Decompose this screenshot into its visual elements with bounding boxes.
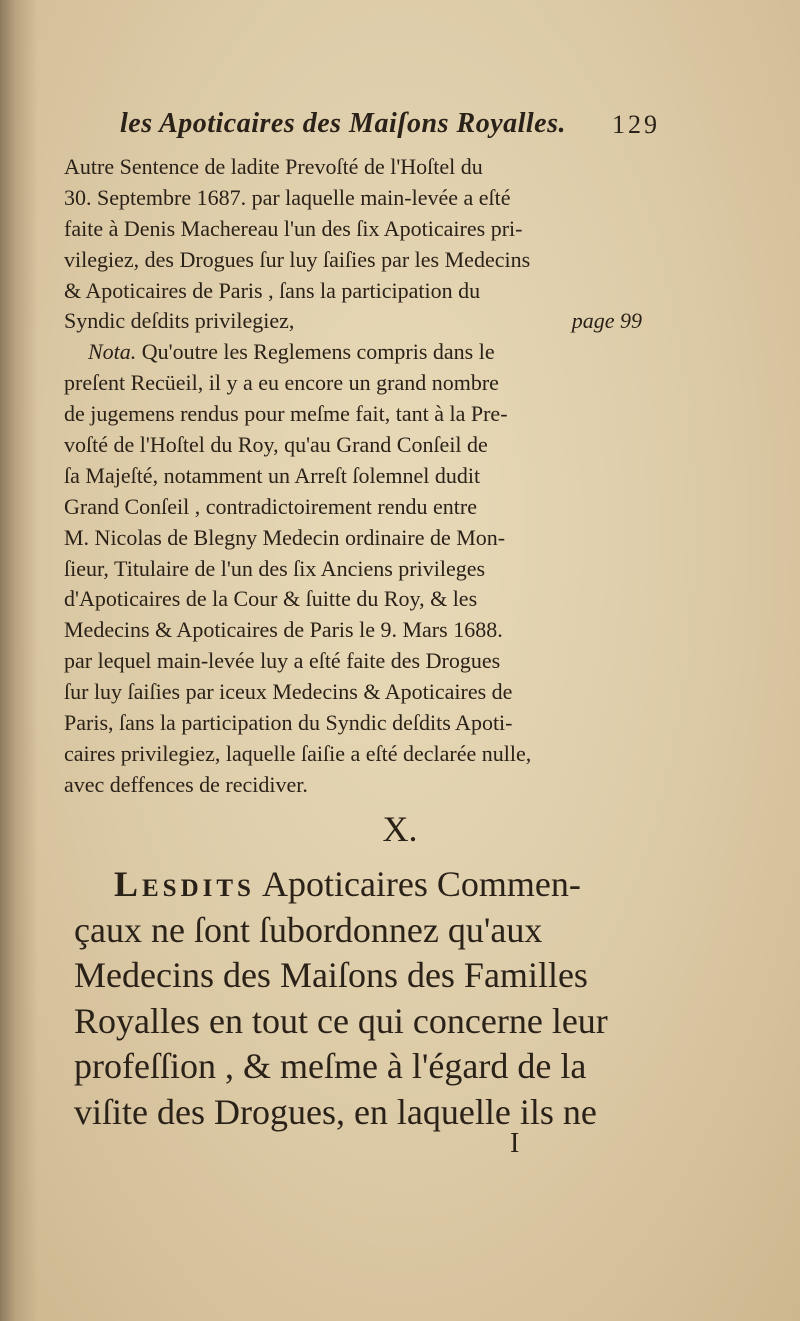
text-line: vilegiez, des Drogues ſur luy ſaiſies par les Medecins (64, 246, 531, 272)
text-line: ſur luy ſaiſies par iceux Medecins & Apoticaires de (64, 679, 513, 705)
text-line: çaux ne ſont ſubordonnez qu'aux (74, 909, 543, 950)
page-reference: page 99 (571, 308, 642, 334)
section-number: X. (382, 809, 418, 849)
text-line: Medecins des Maiſons des Familles (74, 955, 588, 995)
text-line: caires privilegiez, laquelle ſaiſie a eſté declarée nulle, (64, 740, 532, 766)
running-header (120, 108, 660, 148)
text-line: Syndic deſdits privilegiez, page 99 (64, 306, 650, 337)
text-line: profeſſion , & meſme à l'égard de la (74, 1046, 587, 1086)
text-line: ſieur, Titulaire de l'un des ſix Anciens privileges (64, 555, 486, 581)
text-line: Autre Sentence de ladite Prevoſté de l'Hoſtel du (64, 154, 483, 179)
text-line: Paris, ſans la participation du Syndic deſdits Apoti- (64, 710, 513, 736)
text-line: viſite des Drogues, en laquelle ils ne (74, 1091, 597, 1132)
text-line: Grand Conſeil , contradictoirement rendu entre (64, 493, 477, 519)
text-line: Medecins & Apoticaires de Paris le 9. Mars 1688. (64, 617, 503, 643)
book-gutter-shadow (0, 0, 38, 1321)
text-line: Nota. Qu'outre les Reglemens compris dans le (88, 339, 495, 365)
text-line: M. Nicolas de Blegny Medecin ordinaire de Mon- (64, 524, 506, 550)
text-line: d'Apoticaires de la Cour & ſuitte du Roy, & les (64, 586, 478, 612)
text-line: faite à Denis Machereau l'un des ſix Apoticaires pri- (64, 215, 523, 241)
nota-label: Nota. (88, 339, 137, 365)
page-number: 129 (612, 110, 660, 139)
text-line: de jugemens rendus pour meſme fait, tant à la Pre- (64, 401, 508, 427)
text-line: par lequel main-levée luy a eſté faite des Drogues (64, 648, 501, 674)
text-line: preſent Recüeil, il y a eu encore un grand nombre (64, 370, 499, 396)
text-line: & Apoticaires de Paris , ſans la participation du (64, 277, 481, 303)
body-text-large (74, 862, 654, 1135)
text-line: Lesdits Apoticaires Commen- (114, 864, 581, 904)
text-line: ſa Majeſté, notamment un Arreſt ſolemnel dudit (64, 462, 481, 488)
text-line: Royalles en tout ce qui concerne leur (74, 1000, 608, 1041)
text-line: 30. Septembre 1687. par laquelle main-levée a eſté (64, 184, 511, 210)
text-line: avec deffences de recidiver. (64, 771, 308, 797)
signature-mark: I (510, 1128, 520, 1159)
text-line: voſté de l'Hoſtel du Roy, qu'au Grand Conſeil de (64, 432, 488, 458)
running-title: les Apoticaires des Maiſons Royalles. (120, 108, 567, 139)
body-text-small (64, 152, 650, 801)
section-lead-word: Lesdits (114, 864, 255, 904)
